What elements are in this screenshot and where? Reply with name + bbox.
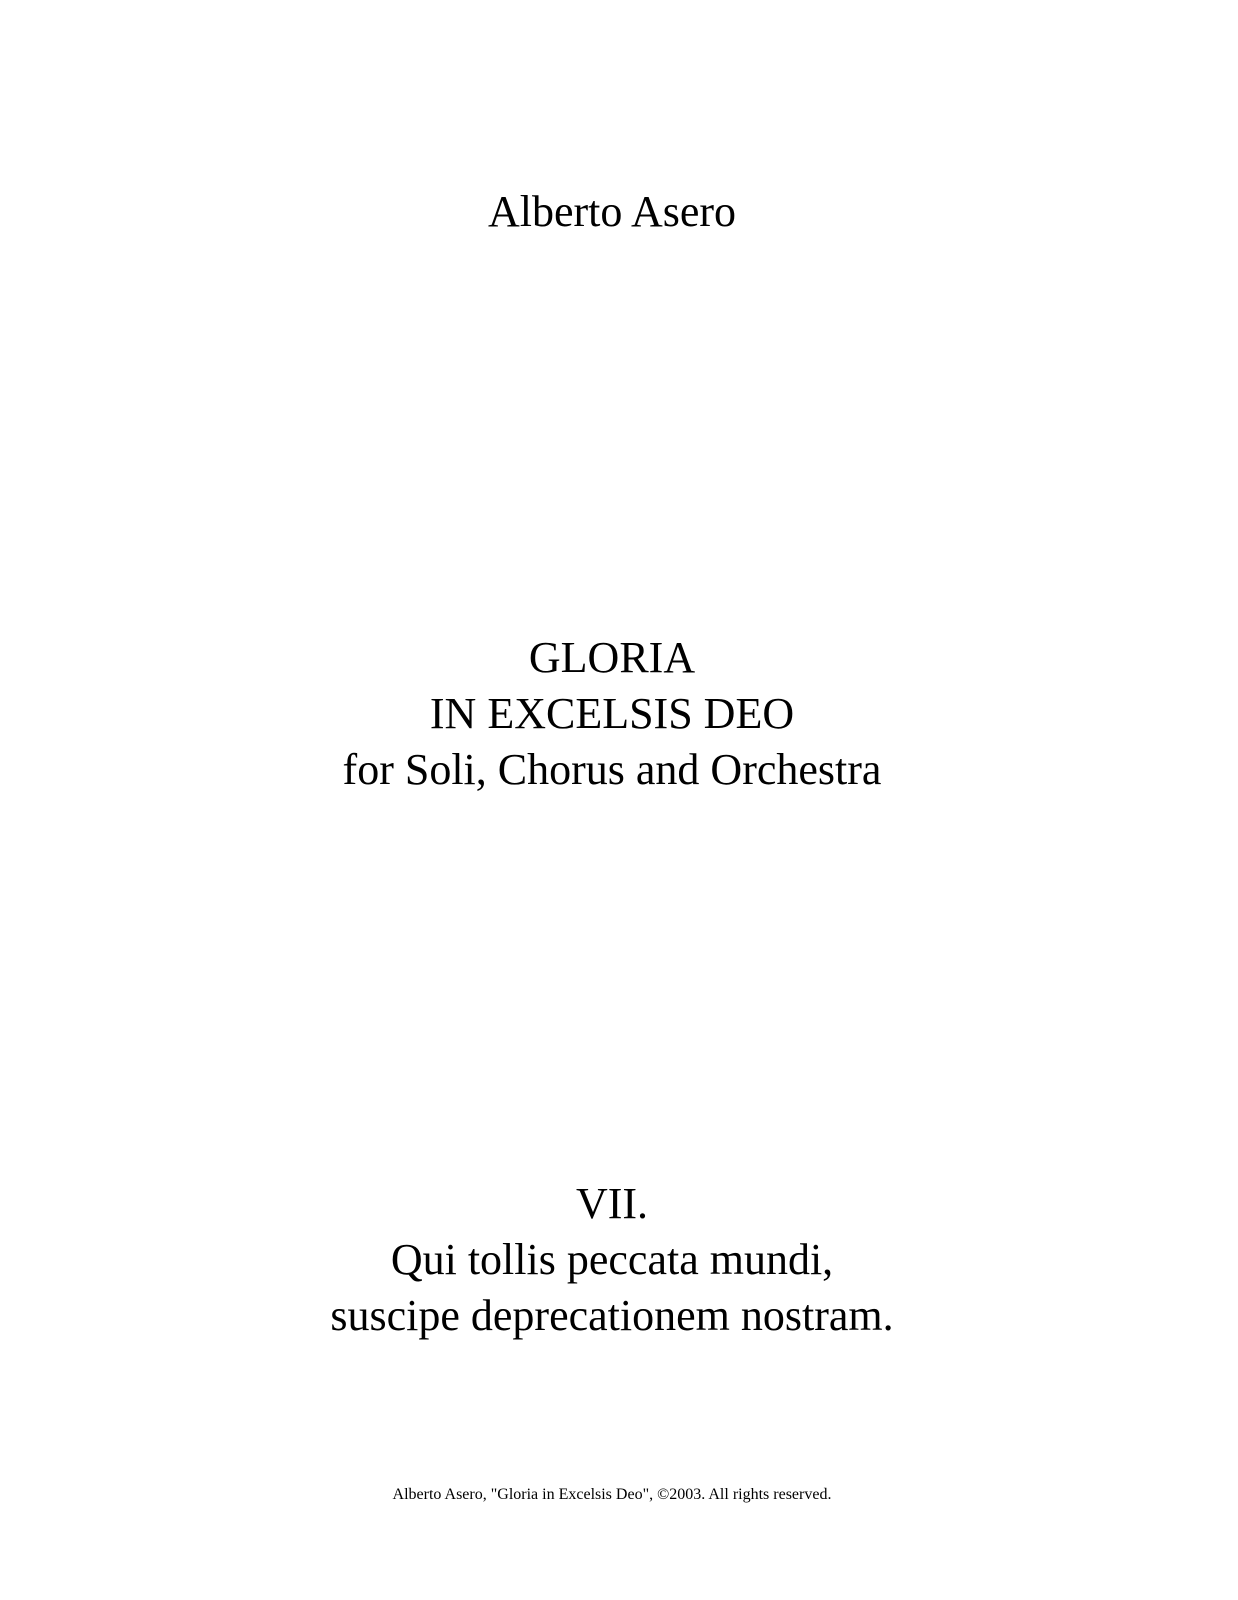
work-title-block xyxy=(0,630,1224,798)
movement-text-line-2: suscipe deprecationem nostram. xyxy=(330,1291,894,1340)
work-title-line-1: GLORIA xyxy=(528,633,696,682)
work-title-line-2: IN EXCELSIS DEO xyxy=(429,689,795,738)
movement-number: VII. xyxy=(575,1179,649,1228)
copyright-footer: Alberto Asero, "Gloria in Excelsis Deo", ©2003. All rights reserved. xyxy=(392,1486,832,1503)
work-subtitle: for Soli, Chorus and Orchestra xyxy=(342,745,882,794)
composer-name: Alberto Asero xyxy=(487,187,737,236)
movement-text-line-1: Qui tollis peccata mundi, xyxy=(390,1235,834,1284)
movement-block xyxy=(0,1176,1224,1344)
